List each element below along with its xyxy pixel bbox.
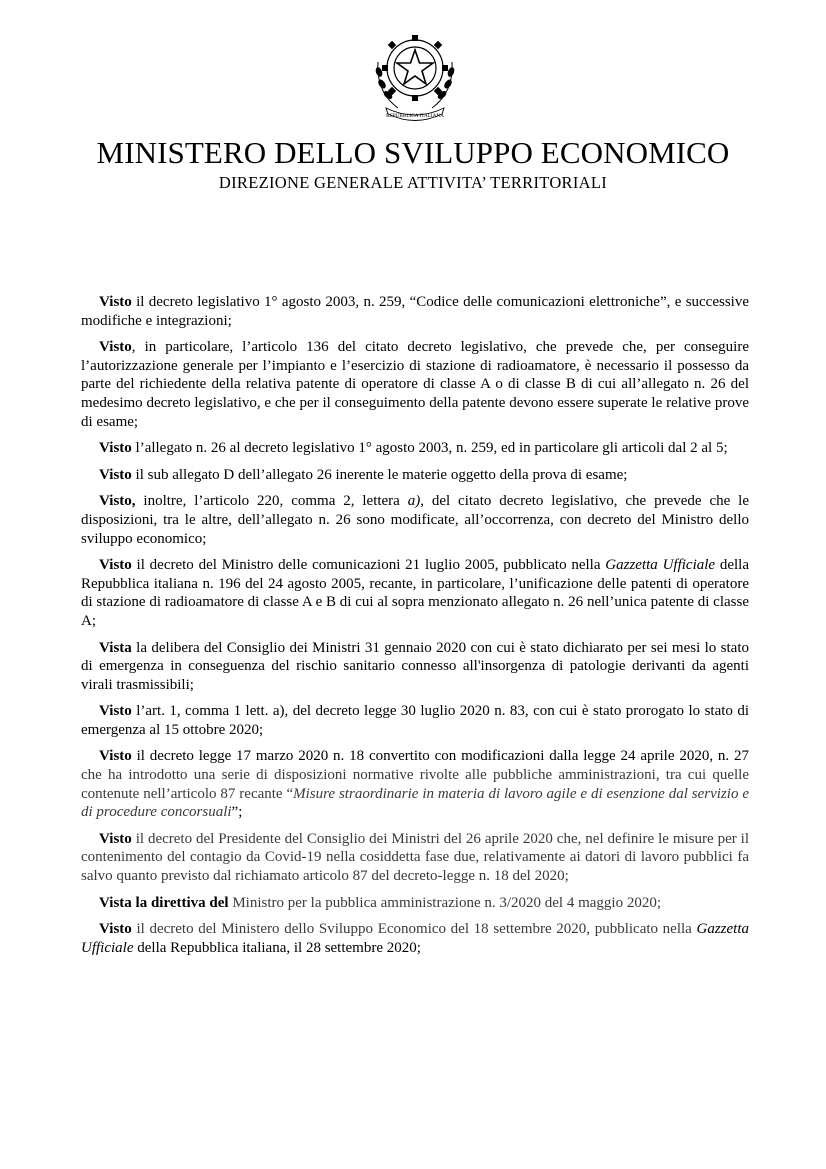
preamble-paragraph — [81, 439, 749, 458]
preamble-paragraph — [81, 492, 749, 548]
paragraph-text: il decreto del Ministero dello Sviluppo Economico del 18 settembre 2020, pubblicato nella — [131, 921, 697, 938]
paragraph-lead: Visto — [99, 557, 132, 574]
ministry-title: MINISTERO DELLO SVILUPPO ECONOMICO — [96, 135, 730, 170]
paragraph-text: il decreto legislativo 1° agosto 2003, n. 259, “Codice delle comunicazioni elettroniche”, e successive modifiche e integrazioni; — [81, 294, 749, 329]
paragraph-text: il decreto del Ministro delle comunicazioni 21 luglio 2005, pubblicato nella — [131, 557, 606, 574]
paragraph-text: della Repubblica italiana n. 196 del 24 agosto 2005, recante, in particolare, l’unificazione delle patenti di operatore di stazione di radioamatore di classe A e B di cui al sopra menzionato allegato n. 26 nell’unica patente di classe A; — [81, 557, 749, 629]
emblem-ribbon-text: REPUBBLICA ITALIANA — [386, 113, 444, 119]
preamble-paragraph — [81, 702, 749, 739]
paragraph-lead: Visto — [99, 466, 132, 483]
document-body — [81, 293, 749, 965]
italic-text: Gazzetta Ufficiale — [81, 921, 749, 956]
preamble-paragraph — [81, 293, 749, 330]
paragraph-text: , del citato decreto legislativo, che prevede che le disposizioni, tra le altre, dell’allegato n. 26 sono modificate, all’occorrenza, con decreto del Ministro dello sviluppo economico; — [81, 493, 749, 547]
preamble-paragraph — [81, 920, 749, 957]
paragraph-text: della Repubblica italiana, il 28 settembre 2020; — [133, 939, 421, 956]
paragraph-lead: Visto — [99, 830, 132, 847]
paragraph-lead: Visto, — [99, 493, 136, 510]
paragraph-text: , in particolare, l’articolo 136 del citato decreto legislativo, che prevede che, per conseguire l’autorizzazione generale per l’impianto e l’esercizio di stazione di radioamatore, è necessario il possesso da parte del richiedente della relativa patente di operatore di classe A o di classe B di cui all’allegato n. 26 del medesimo decreto legislativo, e che per il conseguimento della patente devono essere superate le relative prove di esame; — [81, 339, 749, 430]
paragraph-lead: Vista — [99, 894, 132, 911]
paragraph-lead: Visto — [99, 921, 132, 938]
italic-text: Misure straordinarie in materia di lavoro agile e di esenzione dal servizio e di procedure concorsuali — [81, 785, 749, 821]
preamble-paragraph — [81, 894, 749, 913]
paragraph-text: l’allegato n. 26 al decreto legislativo 1° agosto 2003, n. 259, ed in particolare gli articoli dal 2 al 5; — [131, 440, 728, 457]
preamble-paragraph — [81, 747, 749, 821]
direction-subtitle: DIREZIONE GENERALE ATTIVITA’ TERRITORIALI — [218, 173, 608, 192]
italic-text: Gazzetta Ufficiale — [605, 557, 716, 574]
paragraph-lead: Visto — [99, 294, 132, 310]
paragraph-text: Ministro per la pubblica amministrazione n. 3/2020 del 4 maggio 2020; — [232, 894, 661, 911]
paragraph-lead: Visto — [99, 703, 132, 720]
paragraph-lead: Visto — [99, 339, 132, 356]
paragraph-text: inoltre, l’articolo 220, comma 2, lettera — [135, 493, 408, 510]
paragraph-lead: Visto — [99, 440, 132, 457]
preamble-paragraph — [81, 556, 749, 630]
preamble-paragraph — [81, 830, 749, 886]
paragraph-text: il decreto legge 17 marzo 2020 n. 18 convertito con modificazioni dalla legge 24 aprile 2020, n. 27 — [131, 748, 749, 765]
paragraph-text: il sub allegato D dell’allegato 26 inerente le materie oggetto della prova di esame; — [131, 466, 628, 483]
preamble-paragraph — [81, 639, 749, 695]
paragraph-lead: Vista — [99, 639, 132, 656]
paragraph-text: ”; — [231, 804, 243, 821]
paragraph-text: la delibera del Consiglio dei Ministri 31 gennaio 2020 con cui è stato dichiarato per sei mesi lo stato di emergenza in conseguenza del rischio sanitario connesso all'insorgenza di patologie derivanti da agenti virali trasmissibili; — [81, 639, 749, 693]
republic-emblem-icon — [368, 22, 462, 126]
paragraph-lead: Visto — [99, 748, 132, 765]
paragraph-text: il decreto del Presidente del Consiglio dei Ministri del 26 aprile 2020 che, nel definire le misure per il contenimento del contagio da Covid-19 nella cosiddetta fase due, relativamente ai datori di lavoro pubblici fa salvo quanto previsto dal richiamato articolo 87 del decreto-legge n. 18 del 2020; — [81, 830, 749, 885]
italic-text: a) — [407, 493, 421, 510]
paragraph-text: che ha introdotto una serie di disposizioni normative rivolte alle pubbliche amministrazioni, tra cui quelle contenute nell’articolo 87 recante “ — [81, 767, 749, 802]
preamble-paragraph — [81, 338, 749, 431]
paragraph-text: l’art. 1, comma 1 lett. a), del decreto legge 30 luglio 2020 n. 83, con cui è stato prorogato lo stato di emergenza al 15 ottobre 2020; — [81, 703, 749, 738]
paragraph-text: la direttiva del — [131, 894, 233, 911]
preamble-paragraph — [81, 466, 749, 485]
